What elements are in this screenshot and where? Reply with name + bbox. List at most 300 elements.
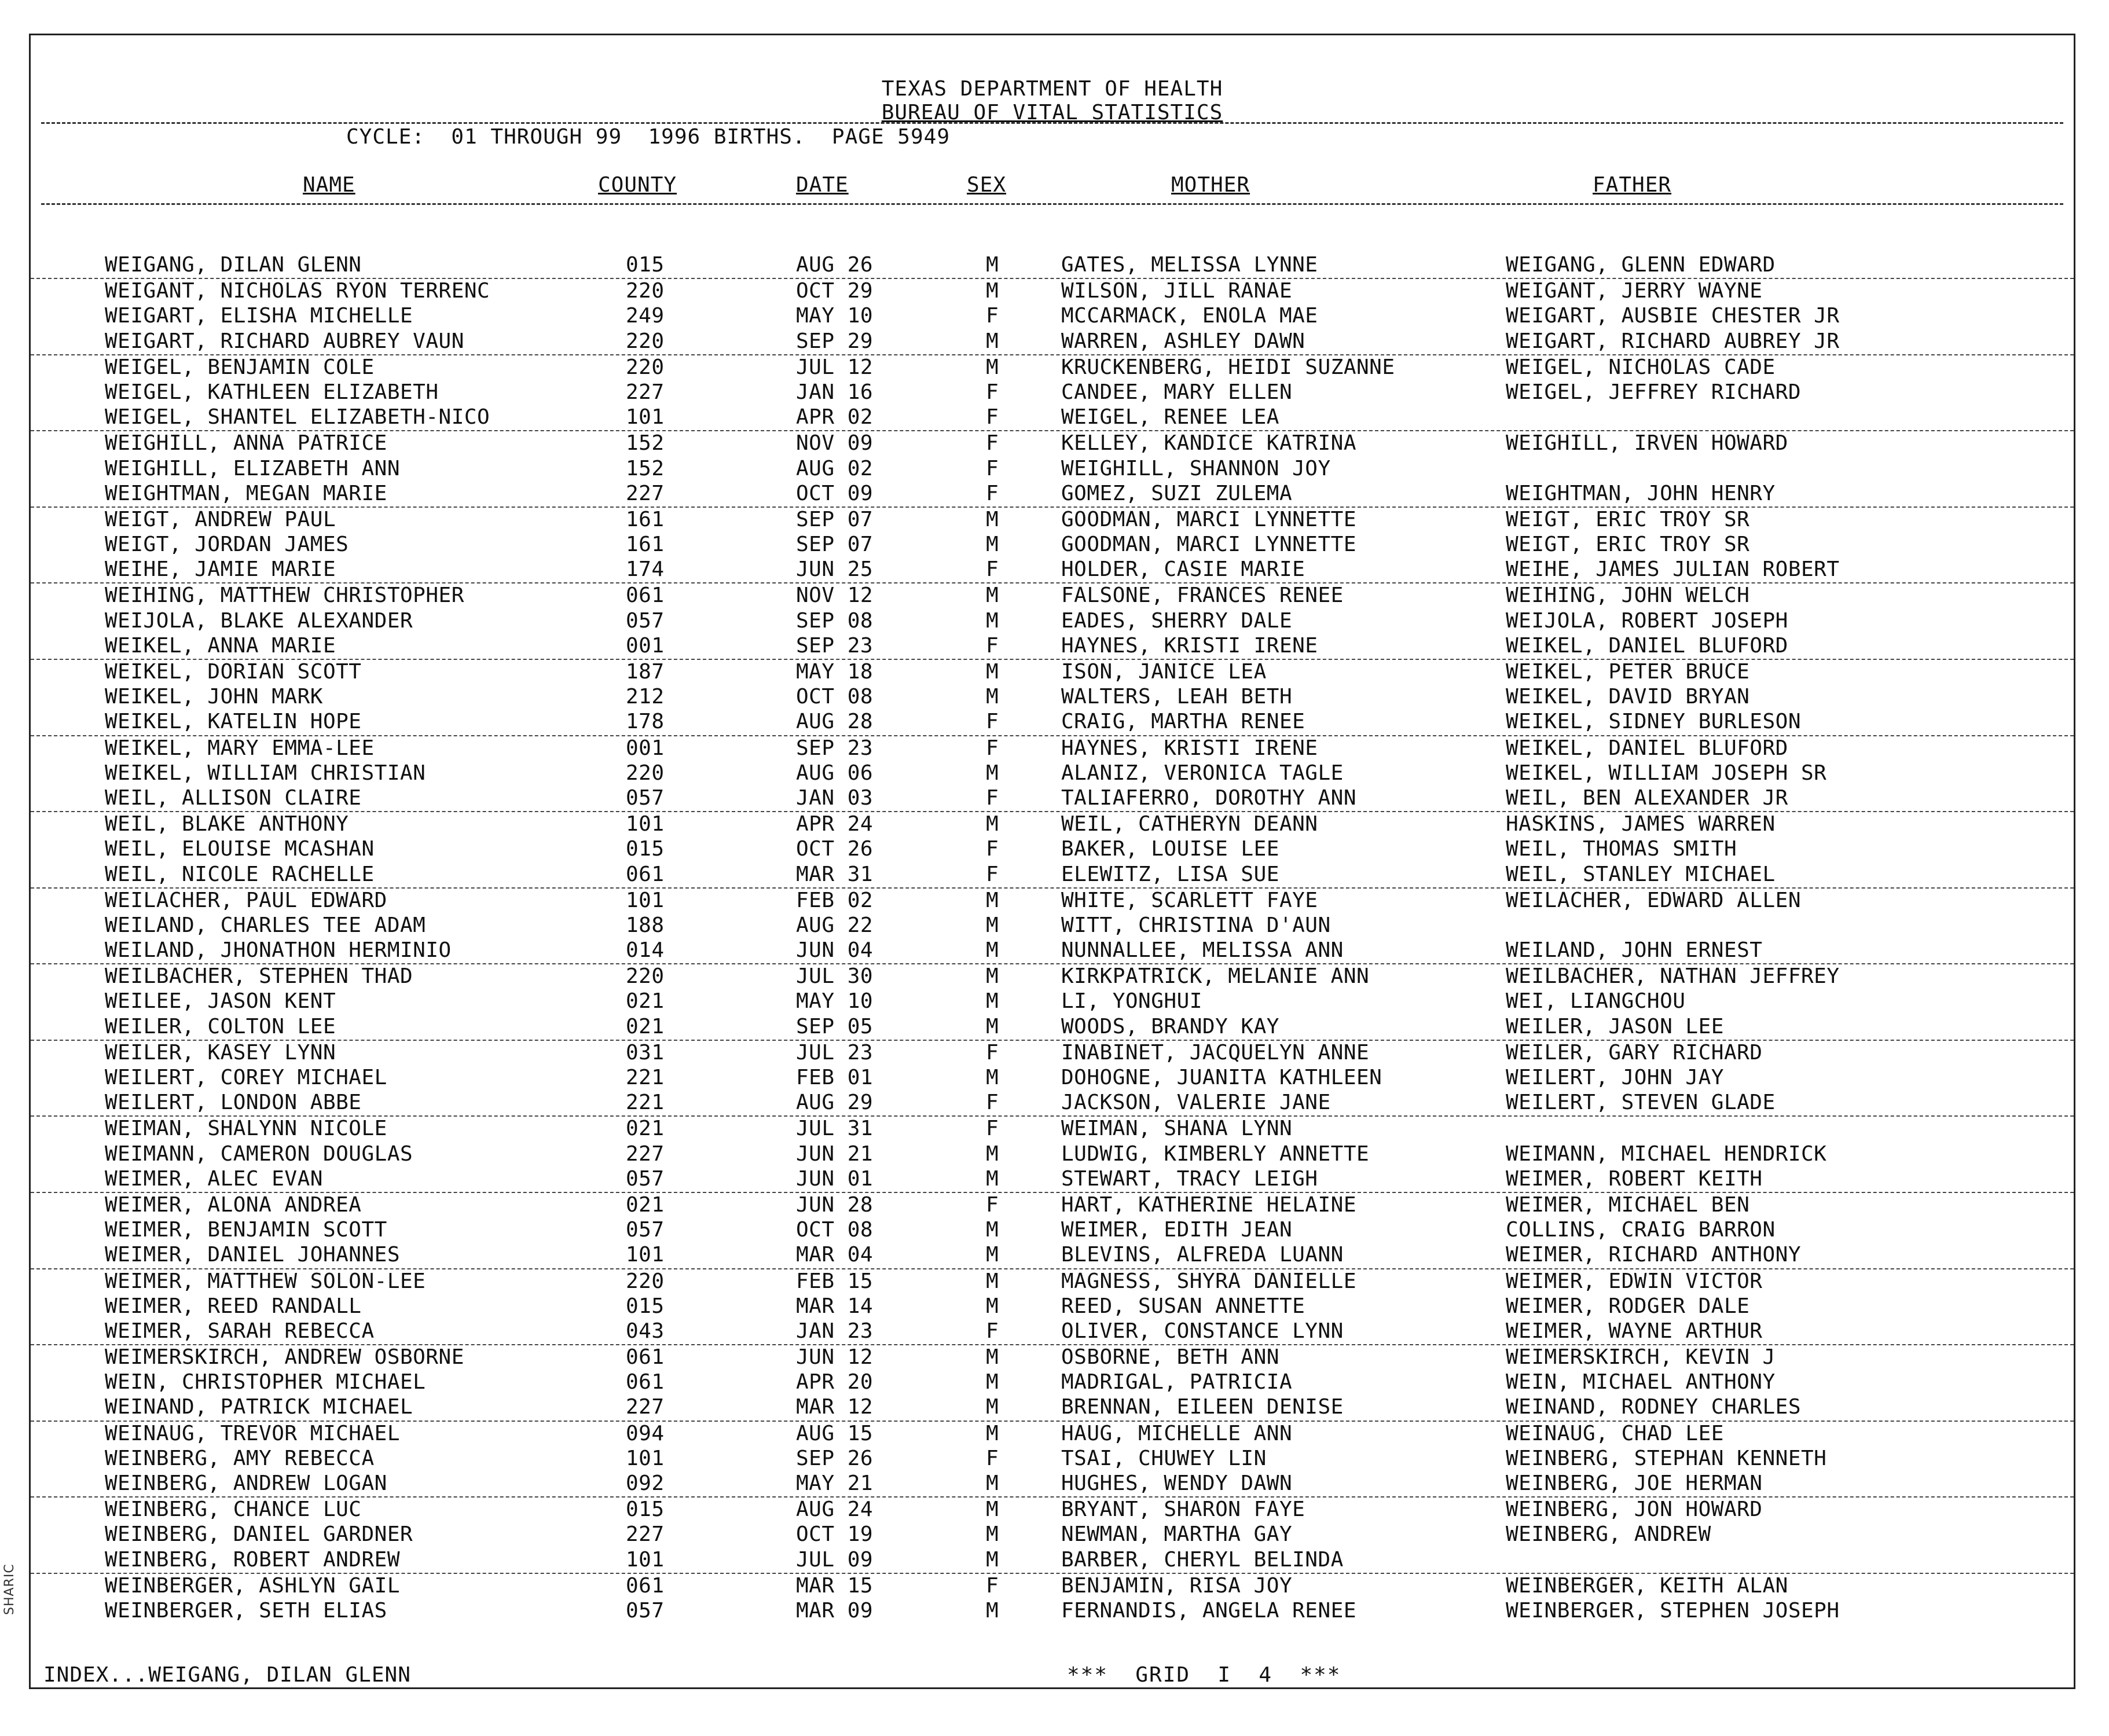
table-row [31,457,2074,482]
cell-sex: F [986,405,999,430]
cell-mother: OLIVER, CONSTANCE LYNN [1061,1319,1344,1343]
cell-county: 001 [626,736,665,760]
cell-county: 014 [626,938,665,963]
cell-father: WEIJOLA, ROBERT JOSEPH [1506,608,1788,633]
cell-sex: M [986,660,999,684]
table-row [31,989,2074,1014]
cell-date: AUG 24 [796,1498,874,1522]
cell-date: NOV 09 [796,431,874,456]
cell-mother: NUNNALLEE, MELISSA ANN [1061,938,1344,963]
cell-date: APR 20 [796,1370,874,1394]
cell-county: 101 [626,1547,665,1572]
cell-father: HASKINS, JAMES WARREN [1506,812,1776,836]
cell-father: WEINBERG, ANDREW [1506,1522,1711,1547]
cell-county: 001 [626,633,665,658]
cell-father: WEIMERSKIRCH, KEVIN J [1506,1345,1776,1370]
index-label: INDEX...WEIGANG, DILAN GLENN [43,1663,411,1687]
cell-date: SEP 05 [796,1014,874,1038]
cell-date: SEP 29 [796,329,874,353]
cell-county: 249 [626,304,665,328]
cell-mother: REED, SUSAN ANNETTE [1061,1294,1305,1318]
cell-county: 101 [626,405,665,430]
cell-sex: M [986,1370,999,1394]
cell-mother: MCCARMACK, ENOLA MAE [1061,304,1318,328]
cell-name: WEINAUG, TREVOR MICHAEL [105,1421,400,1445]
cell-date: JUN 12 [796,1345,874,1370]
cell-mother: HART, KATHERINE HELAINE [1061,1192,1356,1217]
cell-sex: M [986,938,999,963]
cell-county: 187 [626,660,665,684]
cell-sex: F [986,1117,999,1141]
table-row [31,557,2074,583]
cell-sex: F [986,633,999,658]
cell-sex: M [986,1294,999,1318]
cell-name: WEINBERGER, ASHLYN GAIL [105,1573,400,1598]
cell-county: 094 [626,1421,665,1445]
cell-name: WEINAND, PATRICK MICHAEL [105,1395,413,1419]
cell-sex: F [986,1192,999,1217]
cell-sex: F [986,1091,999,1115]
cell-date: JUN 25 [796,557,874,582]
cell-sex: M [986,761,999,785]
cell-county: 227 [626,1142,665,1166]
cell-mother: WALTERS, LEAH BETH [1061,685,1293,709]
cell-county: 015 [626,253,665,277]
table-row [31,812,2074,837]
table-row [31,304,2074,329]
cell-county: 057 [626,786,665,810]
cell-name: WEIGHTMAN, MEGAN MARIE [105,481,387,505]
cell-county: 015 [626,1294,665,1318]
cell-county: 101 [626,1446,665,1470]
cell-date: JAN 16 [796,380,874,404]
table-row [31,609,2074,634]
cell-date: JUN 21 [796,1142,874,1166]
cell-mother: FERNANDIS, ANGELA RENEE [1061,1598,1356,1623]
cell-father: WEIKEL, SIDNEY BURLESON [1506,710,1801,734]
cell-name: WEIKEL, WILLIAM CHRISTIAN [105,761,426,785]
cell-father: WEIN, MICHAEL ANTHONY [1506,1370,1776,1394]
cell-sex: F [986,1446,999,1470]
cell-father: WEILAND, JOHN ERNEST [1506,938,1763,963]
cell-mother: GOMEZ, SUZI ZULEMA [1061,481,1293,505]
cell-date: OCT 26 [796,837,874,861]
cell-date: JUL 23 [796,1040,874,1065]
cell-mother: BENJAMIN, RISA JOY [1061,1573,1293,1598]
cell-name: WEIMER, ALEC EVAN [105,1166,323,1191]
cell-name: WEIGEL, SHANTEL ELIZABETH-NICO [105,405,490,430]
cell-county: 061 [626,1370,665,1394]
cell-name: WEILERT, COREY MICHAEL [105,1066,387,1089]
cell-date: NOV 12 [796,583,874,608]
cell-county: 152 [626,431,665,456]
cell-father: WEIKEL, DAVID BRYAN [1506,685,1750,709]
cell-date: APR 24 [796,812,874,836]
cell-father: WEIMER, EDWIN VICTOR [1506,1269,1763,1293]
cell-mother: WITT, CHRISTINA D'AUN [1061,913,1331,937]
cell-sex: M [986,533,999,557]
cell-sex: M [986,1166,999,1191]
cell-date: MAY 18 [796,660,874,684]
cell-county: 161 [626,507,665,531]
table-row [31,1066,2074,1091]
cell-name: WEIKEL, DORIAN SCOTT [105,660,362,684]
cell-date: SEP 07 [796,507,874,531]
header-divider [41,122,2063,124]
cell-date: MAR 14 [796,1294,874,1318]
cell-sex: M [986,1522,999,1547]
table-row [31,533,2074,557]
cell-sex: M [986,1421,999,1445]
cell-mother: GOODMAN, MARCI LYNNETTE [1061,507,1356,531]
cell-date: FEB 02 [796,888,874,912]
cell-father: WEINBERGER, KEITH ALAN [1506,1573,1788,1598]
cell-sex: M [986,812,999,836]
cell-sex: F [986,1040,999,1065]
cell-county: 061 [626,862,665,886]
table-row [31,380,2074,405]
table-row [31,660,2074,685]
cell-mother: KRUCKENBERG, HEIDI SUZANNE [1061,355,1395,379]
column-header-county: COUNTY [598,173,677,197]
table-row [31,761,2074,786]
cell-date: AUG 06 [796,761,874,785]
table-row [31,964,2074,989]
table-row [31,431,2074,456]
table-row [31,938,2074,964]
table-row [31,1319,2074,1345]
table-row [31,786,2074,812]
cell-father: WEIKEL, DANIEL BLUFORD [1506,736,1788,760]
cell-date: AUG 22 [796,913,874,937]
cell-date: MAY 21 [796,1471,874,1495]
cell-mother: ELEWITZ, LISA SUE [1061,862,1279,886]
cell-father: WEIL, BEN ALEXANDER JR [1506,786,1788,810]
cell-father: WEIMER, RICHARD ANTHONY [1506,1243,1801,1267]
cell-father: WEIGANG, GLENN EDWARD [1506,253,1776,277]
cell-name: WEILERT, LONDON ABBE [105,1091,362,1115]
cell-father: WEIMER, MICHAEL BEN [1506,1192,1750,1217]
column-header-date: DATE [796,173,849,197]
cell-name: WEIGHILL, ANNA PATRICE [105,431,387,456]
cell-sex: F [986,456,999,480]
cell-mother: CANDEE, MARY ELLEN [1061,380,1293,404]
cell-sex: M [986,583,999,608]
table-row [31,685,2074,710]
cell-date: SEP 07 [796,533,874,557]
cell-mother: STEWART, TRACY LEIGH [1061,1166,1318,1191]
document-page [29,34,2075,1689]
cell-name: WEIMERSKIRCH, ANDREW OSBORNE [105,1345,464,1370]
cell-date: AUG 26 [796,253,874,277]
cell-mother: WILSON, JILL RANAE [1061,279,1293,303]
cell-father: WEIGEL, JEFFREY RICHARD [1506,380,1801,404]
cell-father: WEINAND, RODNEY CHARLES [1506,1395,1801,1419]
cell-father: WEIKEL, WILLIAM JOSEPH SR [1506,761,1827,785]
table-row [31,710,2074,736]
cell-county: 152 [626,456,665,480]
cell-county: 101 [626,1243,665,1267]
cell-sex: M [986,253,999,277]
table-row [31,1218,2074,1243]
cell-name: WEIKEL, KATELIN HOPE [105,710,362,734]
department-title: TEXAS DEPARTMENT OF HEALTH [881,77,1223,101]
cell-name: WEIL, BLAKE ANTHONY [105,812,349,836]
cell-name: WEIKEL, JOHN MARK [105,685,323,709]
cell-mother: BARBER, CHERYL BELINDA [1061,1547,1344,1572]
table-row [31,1395,2074,1421]
table-row [31,1117,2074,1142]
table-row [31,1167,2074,1193]
cell-county: 043 [626,1319,665,1343]
cell-sex: M [986,279,999,303]
cell-name: WEILER, COLTON LEE [105,1014,336,1038]
table-row [31,1041,2074,1066]
cell-mother: WEIGEL, RENEE LEA [1061,405,1279,430]
cell-county: 021 [626,1192,665,1217]
table-row [31,279,2074,304]
cell-name: WEIKEL, MARY EMMA-LEE [105,736,375,760]
cell-name: WEIMER, ALONA ANDREA [105,1192,362,1217]
cell-county: 227 [626,481,665,505]
cell-county: 220 [626,1269,665,1293]
cell-county: 057 [626,1218,665,1242]
cell-sex: F [986,481,999,505]
cell-county: 057 [626,608,665,633]
cell-mother: ALANIZ, VERONICA TAGLE [1061,761,1344,785]
cell-county: 031 [626,1040,665,1065]
cell-mother: ISON, JANICE LEA [1061,660,1267,684]
cell-date: OCT 29 [796,279,874,303]
cell-name: WEIMER, REED RANDALL [105,1294,362,1318]
cell-name: WEINBERG, ROBERT ANDREW [105,1547,400,1572]
cell-sex: F [986,837,999,861]
bureau-title: BUREAU OF VITAL STATISTICS [881,101,1223,124]
cell-county: 227 [626,1522,665,1547]
cell-date: MAR 31 [796,862,874,886]
cell-mother: HAYNES, KRISTI IRENE [1061,633,1318,658]
cell-mother: BLEVINS, ALFREDA LUANN [1061,1243,1344,1267]
cell-name: WEINBERG, CHANCE LUC [105,1498,362,1522]
cell-mother: HUGHES, WENDY DAWN [1061,1471,1293,1495]
cell-father: WEI, LIANGCHOU [1506,989,1686,1014]
cell-name: WEIMAN, SHALYNN NICOLE [105,1117,387,1141]
cell-name: WEIMANN, CAMERON DOUGLAS [105,1142,413,1166]
cell-mother: LI, YONGHUI [1061,989,1202,1014]
cell-county: 092 [626,1471,665,1495]
cell-date: JUL 12 [796,355,874,379]
cell-date: OCT 08 [796,1218,874,1242]
cell-county: 015 [626,1498,665,1522]
cell-date: JUN 04 [796,938,874,963]
column-header-father: FATHER [1593,173,1672,197]
cell-mother: HAUG, MICHELLE ANN [1061,1421,1293,1445]
cell-name: WEILER, KASEY LYNN [105,1040,336,1065]
cell-father: WEIHE, JAMES JULIAN ROBERT [1506,557,1840,582]
cell-sex: M [986,1269,999,1293]
cell-father: WEINBERG, STEPHAN KENNETH [1506,1446,1827,1470]
cell-date: JUL 31 [796,1117,874,1141]
table-row [31,1522,2074,1547]
cell-father: WEINBERG, JOE HERMAN [1506,1471,1763,1495]
cell-mother: HOLDER, CASIE MARIE [1061,557,1305,582]
cell-father: WEILERT, STEVEN GLADE [1506,1091,1776,1115]
cell-name: WEINBERG, AMY REBECCA [105,1446,375,1470]
cell-sex: M [986,1395,999,1419]
cell-name: WEIGANT, NICHOLAS RYON TERRENC [105,279,490,303]
table-row [31,1574,2074,1599]
side-label: SHARIC [2,1563,17,1615]
cell-father: WEIGANT, JERRY WAYNE [1506,279,1763,303]
cell-mother: DOHOGNE, JUANITA KATHLEEN [1061,1066,1382,1089]
cell-sex: M [986,1547,999,1572]
cell-father: WEIKEL, PETER BRUCE [1506,660,1750,684]
cell-name: WEINBERG, DANIEL GARDNER [105,1522,413,1547]
cell-date: JUN 01 [796,1166,874,1191]
cell-name: WEIGHILL, ELIZABETH ANN [105,456,400,480]
table-row [31,355,2074,380]
cell-sex: F [986,862,999,886]
table-row [31,1599,2074,1624]
cell-sex: F [986,380,999,404]
cycle-info: CYCLE: 01 THROUGH 99 1996 BIRTHS. PAGE 5949 [346,125,950,149]
cell-county: 021 [626,1014,665,1038]
table-row [31,583,2074,608]
cell-date: MAY 10 [796,989,874,1014]
cell-father: WEIGART, AUSBIE CHESTER JR [1506,304,1840,328]
cell-name: WEIGT, JORDAN JAMES [105,533,349,557]
cell-father: WEIGT, ERIC TROY SR [1506,507,1750,531]
cell-county: 220 [626,761,665,785]
table-row [31,1294,2074,1319]
cell-sex: F [986,431,999,456]
column-header-sex: SEX [967,173,1007,197]
cell-mother: BRYANT, SHARON FAYE [1061,1498,1305,1522]
cell-sex: F [986,557,999,582]
cell-mother: WOODS, BRANDY KAY [1061,1014,1279,1038]
cell-county: 061 [626,583,665,608]
cell-father: WEILBACHER, NATHAN JEFFREY [1506,964,1840,989]
cell-mother: BAKER, LOUISE LEE [1061,837,1279,861]
cell-date: MAR 04 [796,1243,874,1267]
cell-mother: FALSONE, FRANCES RENEE [1061,583,1344,608]
cell-father: WEIMANN, MICHAEL HENDRICK [1506,1142,1827,1166]
cell-county: 015 [626,837,665,861]
cell-county: 021 [626,1117,665,1141]
cell-date: OCT 08 [796,685,874,709]
cell-date: JUN 28 [796,1192,874,1217]
cell-county: 220 [626,964,665,989]
cell-father: WEIL, STANLEY MICHAEL [1506,862,1776,886]
table-row [31,736,2074,761]
cell-name: WEIGART, RICHARD AUBREY VAUN [105,329,464,353]
cell-name: WEIHE, JAMIE MARIE [105,557,336,582]
column-header-name: NAME [303,173,355,197]
cell-father: WEINBERGER, STEPHEN JOSEPH [1506,1598,1840,1623]
cell-sex: M [986,913,999,937]
cell-name: WEIKEL, ANNA MARIE [105,633,336,658]
cell-county: 221 [626,1091,665,1115]
cell-name: WEIMER, SARAH REBECCA [105,1319,375,1343]
cell-mother: CRAIG, MARTHA RENEE [1061,710,1305,734]
cell-mother: WARREN, ASHLEY DAWN [1061,329,1305,353]
cell-father: WEIHING, JOHN WELCH [1506,583,1750,608]
cell-date: MAY 10 [796,304,874,328]
cell-name: WEINBERGER, SETH ELIAS [105,1598,387,1623]
cell-county: 220 [626,329,665,353]
cell-date: MAR 12 [796,1395,874,1419]
table-row [31,1091,2074,1117]
cell-sex: M [986,355,999,379]
cell-sex: M [986,685,999,709]
cell-sex: M [986,989,999,1014]
cell-name: WEIMER, DANIEL JOHANNES [105,1243,400,1267]
cell-county: 061 [626,1345,665,1370]
birth-records-table [31,253,2074,1624]
cell-name: WEIHING, MATTHEW CHRISTOPHER [105,583,464,608]
cell-mother: WEIL, CATHERYN DEANN [1061,812,1318,836]
cell-date: JAN 03 [796,786,874,810]
column-header-divider [41,203,2063,205]
cell-sex: F [986,1573,999,1598]
cell-father: WEIMER, RODGER DALE [1506,1294,1750,1318]
cell-county: 220 [626,279,665,303]
cell-father: COLLINS, CRAIG BARRON [1506,1218,1776,1242]
table-row [31,329,2074,355]
table-row [31,1142,2074,1167]
cell-county: 057 [626,1166,665,1191]
cell-date: MAR 09 [796,1598,874,1623]
cell-name: WEIN, CHRISTOPHER MICHAEL [105,1370,426,1394]
cell-name: WEILACHER, PAUL EDWARD [105,888,387,912]
cell-date: AUG 15 [796,1421,874,1445]
cell-sex: M [986,888,999,912]
cell-name: WEIL, ELOUISE MCASHAN [105,837,375,861]
cell-date: SEP 08 [796,608,874,633]
cell-county: 161 [626,533,665,557]
cell-mother: GATES, MELISSA LYNNE [1061,253,1318,277]
cell-mother: JACKSON, VALERIE JANE [1061,1091,1331,1115]
cell-county: 021 [626,989,665,1014]
cell-name: WEILEE, JASON KENT [105,989,336,1014]
cell-name: WEIJOLA, BLAKE ALEXANDER [105,608,413,633]
cell-mother: NEWMAN, MARTHA GAY [1061,1522,1293,1547]
cell-mother: MAGNESS, SHYRA DANIELLE [1061,1269,1356,1293]
table-row [31,863,2074,889]
table-row [31,508,2074,533]
cell-father: WEIMER, ROBERT KEITH [1506,1166,1763,1191]
cell-date: SEP 26 [796,1446,874,1470]
cell-mother: GOODMAN, MARCI LYNNETTE [1061,533,1356,557]
cell-name: WEIGANG, DILAN GLENN [105,253,362,277]
cell-date: APR 02 [796,405,874,430]
cell-county: 101 [626,812,665,836]
cell-name: WEIL, ALLISON CLAIRE [105,786,362,810]
cell-father: WEIGART, RICHARD AUBREY JR [1506,329,1840,353]
cell-father: WEIL, THOMAS SMITH [1506,837,1737,861]
table-row [31,1015,2074,1041]
cell-mother: WHITE, SCARLETT FAYE [1061,888,1318,912]
cell-date: FEB 15 [796,1269,874,1293]
cell-date: SEP 23 [796,736,874,760]
cell-sex: F [986,736,999,760]
cell-sex: F [986,1319,999,1343]
cell-county: 188 [626,913,665,937]
cell-mother: INABINET, JACQUELYN ANNE [1061,1040,1370,1065]
cell-sex: M [986,1066,999,1089]
cell-sex: M [986,507,999,531]
cell-date: JUL 09 [796,1547,874,1572]
